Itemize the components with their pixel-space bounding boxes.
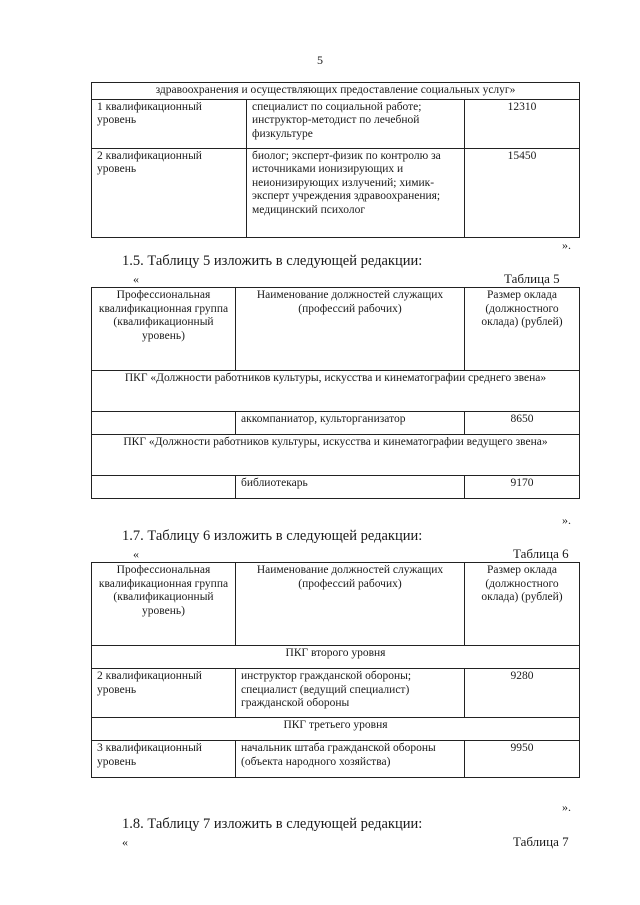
opening-quote: «: [122, 835, 128, 849]
salary-cell: 8650: [465, 412, 580, 435]
level-cell: 3 квалификационный уровень: [92, 741, 236, 778]
table-group-row: [92, 83, 580, 100]
salary-cell: 12310: [465, 99, 580, 148]
section-heading-1-7: 1.7. Таблицу 6 изложить в следующей редакции:: [122, 528, 423, 544]
table-5: [91, 287, 580, 499]
header-salary: Размер оклада (должностного оклада) (рублей): [465, 563, 580, 646]
table-row: [92, 148, 580, 237]
level-cell: 2 квалификационный уровень: [92, 148, 247, 237]
opening-quote: «: [133, 547, 139, 561]
positions-cell: инструктор гражданской обороны; специалист (ведущий специалист) гражданской обороны: [236, 669, 465, 718]
table-group-row: [92, 718, 580, 741]
header-positions: Наименование должностей служащих (профессий рабочих): [236, 288, 465, 371]
table-row: [92, 741, 580, 778]
table-row: [92, 412, 580, 435]
group-title: ПКГ третьего уровня: [92, 718, 580, 741]
table-row: [92, 669, 580, 718]
salary-cell: 9170: [465, 476, 580, 499]
table-header-row: [92, 288, 580, 371]
table-group-row: [92, 371, 580, 412]
positions-cell: библиотекарь: [236, 476, 465, 499]
positions-cell: аккомпаниатор, культорганизатор: [236, 412, 465, 435]
salary-cell: 9950: [465, 741, 580, 778]
section-heading-1-8: 1.8. Таблицу 7 изложить в следующей редакции:: [122, 816, 423, 832]
section-heading-1-5: 1.5. Таблицу 5 изложить в следующей редакции:: [122, 253, 423, 269]
table-4-tail: [91, 82, 580, 238]
header-group: Профессиональная квалификационная группа (квалификационный уровень): [92, 288, 236, 371]
closing-quote: ».: [562, 513, 571, 527]
table-header-row: [92, 563, 580, 646]
level-cell: 1 квалификационный уровень: [92, 99, 247, 148]
page-number: 5: [317, 53, 323, 67]
salary-cell: 15450: [465, 148, 580, 237]
header-salary: Размер оклада (должностного оклада) (рублей): [465, 288, 580, 371]
table-6: [91, 562, 580, 778]
positions-cell: специалист по социальной работе; инструктор-методист по лечебной физкультуре: [247, 99, 465, 148]
table-group-row: [92, 435, 580, 476]
table-row: [92, 476, 580, 499]
group-title: здравоохранения и осуществляющих предоставление социальных услуг»: [92, 83, 580, 100]
table-row: [92, 99, 580, 148]
header-positions: Наименование должностей служащих (профессий рабочих): [236, 563, 465, 646]
positions-cell: начальник штаба гражданской обороны (объекта народного хозяйства): [236, 741, 465, 778]
group-title: ПКГ «Должности работников культуры, искусства и кинематографии среднего звена»: [92, 371, 580, 412]
level-cell: [92, 476, 236, 499]
table-group-row: [92, 646, 580, 669]
positions-cell: биолог; эксперт-физик по контролю за источниками ионизирующих и неионизирующих излучений; химик-эксперт учреждения здравоохранения; медицинский психолог: [247, 148, 465, 237]
header-group: Профессиональная квалификационная группа (квалификационный уровень): [92, 563, 236, 646]
salary-cell: 9280: [465, 669, 580, 718]
level-cell: [92, 412, 236, 435]
group-title: ПКГ второго уровня: [92, 646, 580, 669]
opening-quote: «: [133, 272, 139, 286]
closing-quote: ».: [562, 800, 571, 814]
level-cell: 2 квалификационный уровень: [92, 669, 236, 718]
closing-quote: ».: [562, 238, 571, 252]
table-label-5: Таблица 5: [504, 271, 560, 286]
table-label-6: Таблица 6: [513, 546, 569, 561]
group-title: ПКГ «Должности работников культуры, искусства и кинематографии ведущего звена»: [92, 435, 580, 476]
table-label-7: Таблица 7: [513, 834, 569, 849]
